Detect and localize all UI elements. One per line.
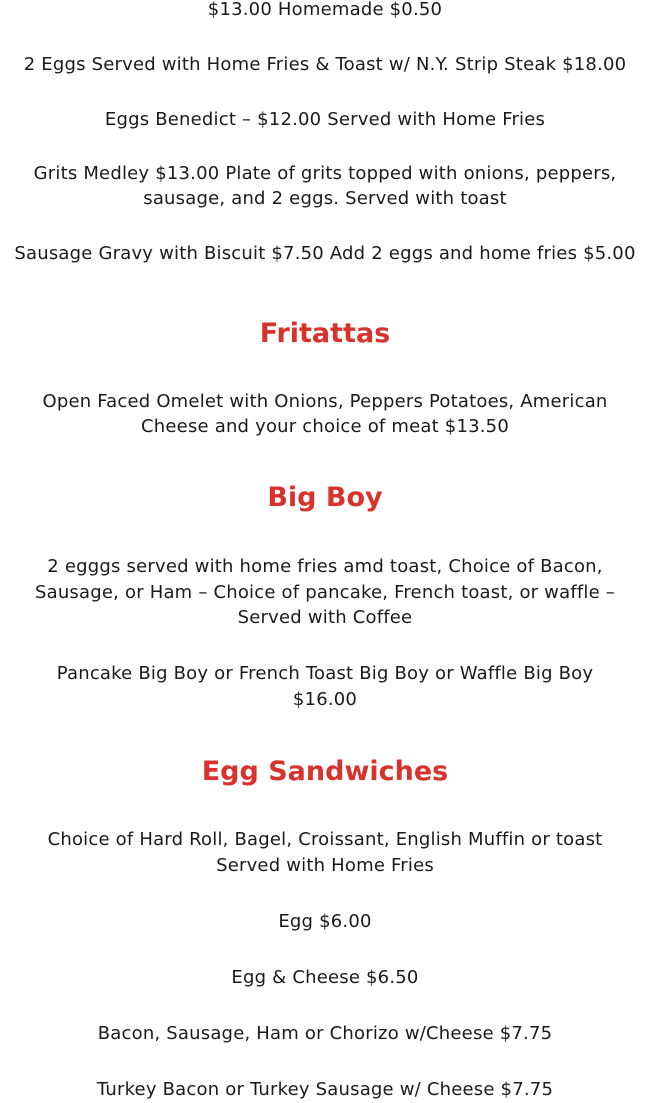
egg-sandwich-description-line: Served with Home Fries xyxy=(216,855,434,876)
menu-item-grits-medley: Grits Medley $13.00 Plate of grits topped with onions, peppers, xyxy=(33,163,617,184)
menu-item-turkey-cheese: Turkey Bacon or Turkey Sausage w/ Cheese $7.75 xyxy=(96,1079,554,1100)
big-boy-description-line: 2 egggs served with home fries amd toast, Choice of Bacon, xyxy=(47,556,603,577)
menu-item-strip-steak: 2 Eggs Served with Home Fries & Toast w/ N.Y. Strip Steak $18.00 xyxy=(23,54,627,75)
big-boy-description-line: Served with Coffee xyxy=(237,607,413,628)
menu-item-meat-cheese: Bacon, Sausage, Ham or Chorizo w/Cheese $7.75 xyxy=(97,1023,553,1044)
big-boy-options: Pancake Big Boy or French Toast Big Boy or Waffle Big Boy xyxy=(56,663,594,684)
egg-sandwich-description-line: Choice of Hard Roll, Bagel, Croissant, English Muffin or toast xyxy=(47,829,603,850)
big-boy-description-line: Sausage, or Ham – Choice of pancake, French toast, or waffle – xyxy=(34,582,616,603)
section-heading-big-boy: Big Boy xyxy=(267,482,383,513)
fritatta-description-line: Cheese and your choice of meat $13.50 xyxy=(141,416,509,437)
fritatta-description-line: Open Faced Omelet with Onions, Peppers Potatoes, American xyxy=(42,391,608,412)
menu-item-sausage-gravy: Sausage Gravy with Biscuit $7.50 Add 2 eggs and home fries $5.00 xyxy=(14,243,636,264)
menu-item-egg: Egg $6.00 xyxy=(278,911,372,932)
menu-item-eggs-benedict: Eggs Benedict – $12.00 Served with Home Fries xyxy=(104,109,546,130)
menu-item-grits-medley-desc: sausage, and 2 eggs. Served with toast xyxy=(143,188,507,209)
section-heading-fritattas: Fritattas xyxy=(259,318,391,349)
menu-item-homemade: $13.00 Homemade $0.50 xyxy=(207,0,443,20)
section-heading-egg-sandwiches: Egg Sandwiches xyxy=(201,756,449,787)
big-boy-price: $16.00 xyxy=(292,689,358,710)
menu-item-egg-cheese: Egg & Cheese $6.50 xyxy=(231,967,419,988)
